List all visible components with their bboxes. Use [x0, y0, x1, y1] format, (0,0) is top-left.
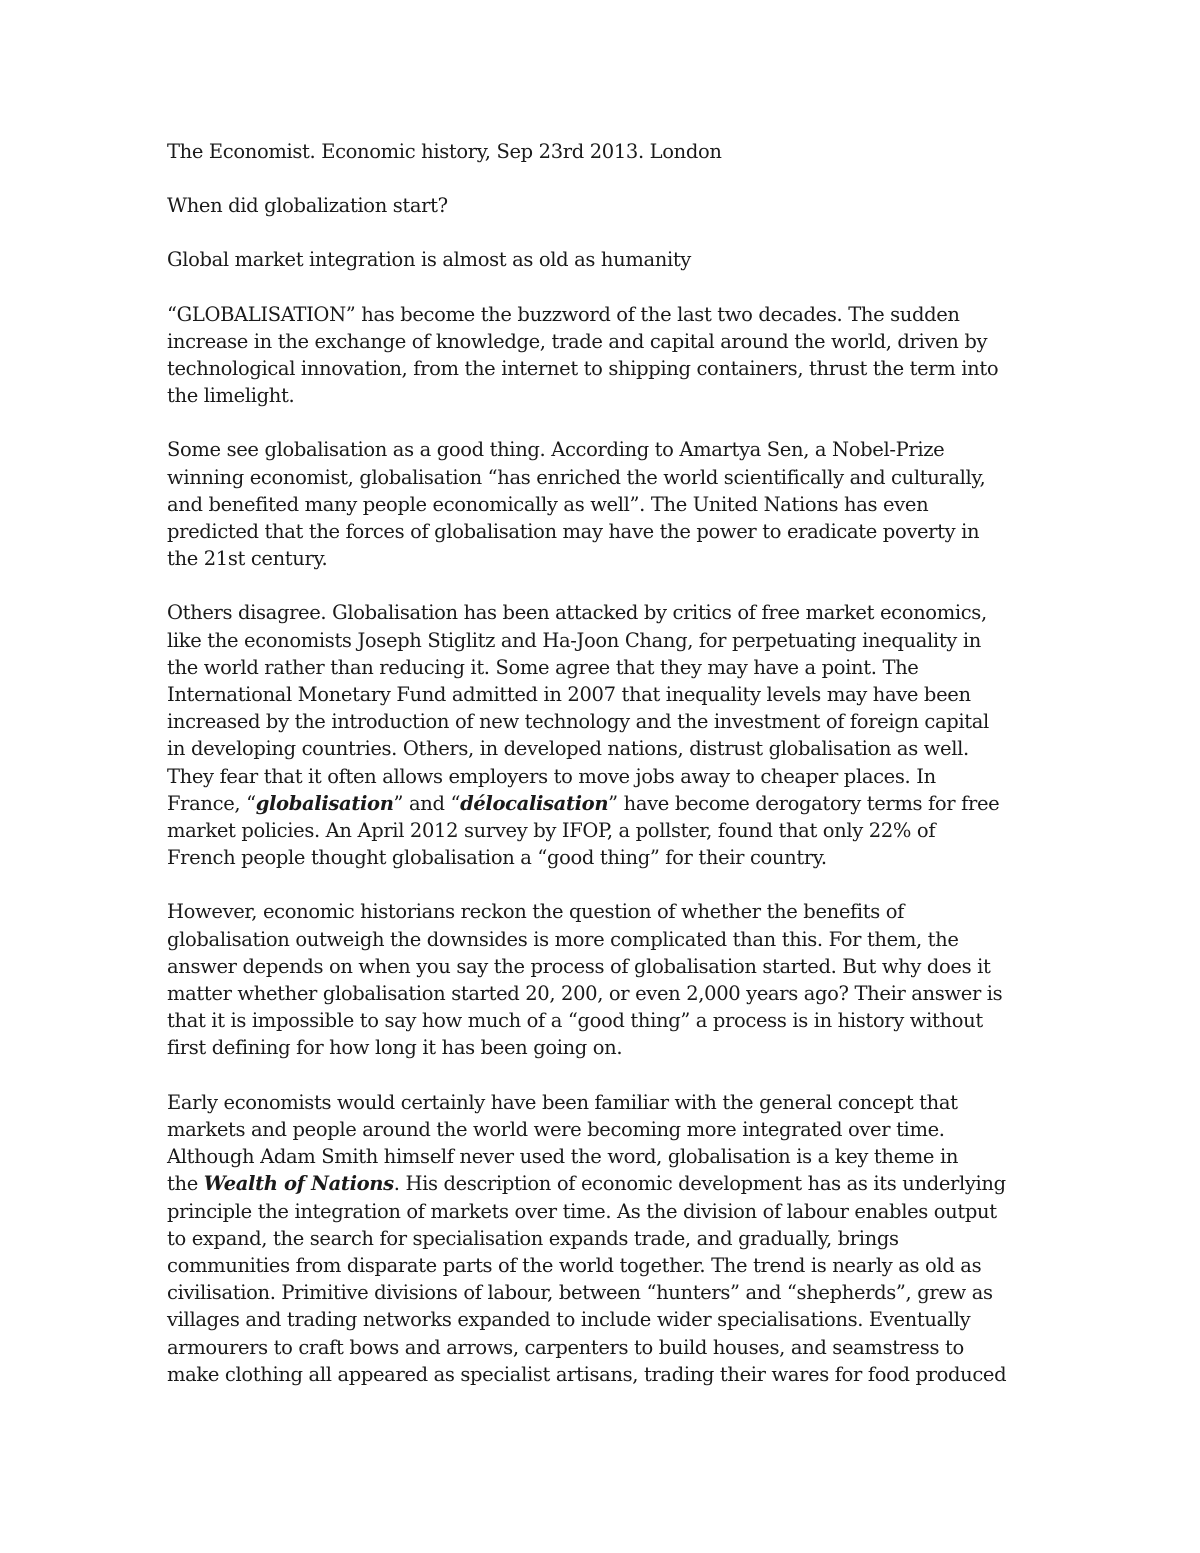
term-delocalisation: délocalisation — [460, 791, 609, 815]
paragraph-line: in developing countries. Others, in developed nations, distrust globalisation as well. — [167, 737, 969, 761]
paragraph-line-france — [167, 790, 1037, 817]
paragraph-line: Others disagree. Globalisation has been attacked by critics of free market economics, — [167, 601, 987, 625]
paragraph-line: civilisation. Primitive divisions of labour, between “hunters” and “shepherds”, grew as — [167, 1281, 993, 1305]
paragraph-line: to expand, the search for specialisation expands trade, and gradually, brings — [167, 1226, 899, 1250]
paragraph-line: make clothing all appeared as specialist artisans, trading their wares for food produced — [167, 1362, 1007, 1386]
paragraph-line: globalisation outweigh the downsides is more complicated than this. For them, the — [167, 927, 959, 951]
paragraph-3 — [167, 599, 1037, 871]
paragraph-line: predicted that the forces of globalisation may have the power to eradicate poverty in — [167, 520, 980, 544]
paragraph-line: the limelight. — [167, 384, 295, 408]
paragraph-line: the world rather than reducing it. Some agree that they may have a point. The — [167, 655, 919, 679]
paragraph-line: technological innovation, from the internet to shipping containers, thrust the term into — [167, 357, 999, 381]
paragraph-line: International Monetary Fund admitted in 2007 that inequality levels may have been — [167, 683, 971, 707]
paragraph-line: answer depends on when you say the process of globalisation started. But why does it — [167, 954, 991, 978]
paragraph-line: Although Adam Smith himself never used the word, globalisation is a key theme in — [167, 1145, 959, 1169]
paragraph-line: increase in the exchange of knowledge, trade and capital around the world, driven by — [167, 329, 988, 353]
subheadline: Global market integration is almost as old as humanity — [167, 248, 691, 272]
paragraph-line: principle the integration of markets over time. As the division of labour enables output — [167, 1199, 997, 1223]
paragraph-line: market policies. An April 2012 survey by IFOP, a pollster, found that only 22% of — [167, 819, 936, 843]
text-run: France, “ — [167, 791, 256, 815]
paragraph-line: French people thought globalisation a “good thing” for their country. — [167, 846, 827, 870]
term-globalisation: globalisation — [255, 791, 394, 815]
headline: When did globalization start? — [167, 194, 448, 218]
document-page — [167, 138, 1037, 1415]
text-run: . His description of economic development has as its underlying — [393, 1172, 1006, 1196]
paragraph-line: and benefited many people economically as well”. The United Nations has even — [167, 492, 929, 516]
paragraph-line: “GLOBALISATION” has become the buzzword of the last two decades. The sudden — [167, 302, 960, 326]
paragraph-line: matter whether globalisation started 20, 200, or even 2,000 years ago? Their answer is — [167, 982, 1003, 1006]
paragraph-line: the 21st century. — [167, 547, 328, 571]
paragraph-line: armourers to craft bows and arrows, carpenters to build houses, and seamstress to — [167, 1335, 964, 1359]
paragraph-line: like the economists Joseph Stiglitz and Ha-Joon Chang, for perpetuating inequality in — [167, 628, 981, 652]
paragraph-5 — [167, 1089, 1037, 1388]
paragraph-1 — [167, 301, 1037, 410]
paragraph-line: first defining for how long it has been going on. — [167, 1036, 623, 1060]
paragraph-line: winning economist, globalisation “has enriched the world scientifically and culturally, — [167, 465, 986, 489]
text-run: ” have become derogatory terms for free — [608, 791, 1000, 815]
paragraph-line: However, economic historians reckon the question of whether the benefits of — [167, 900, 905, 924]
paragraph-line: villages and trading networks expanded to include wider specialisations. Eventually — [167, 1308, 971, 1332]
text-run: ” and “ — [393, 791, 461, 815]
paragraph-line-wealth — [167, 1170, 1037, 1197]
paragraph-line: that it is impossible to say how much of a “good thing” a process is in history without — [167, 1009, 983, 1033]
book-title-wealth-of-nations: Wealth of Nations — [203, 1172, 394, 1196]
paragraph-line: They fear that it often allows employers to move jobs away to cheaper places. In — [167, 764, 936, 788]
paragraph-line: markets and people around the world were becoming more integrated over time. — [167, 1117, 945, 1141]
paragraph-line: Some see globalisation as a good thing. According to Amartya Sen, a Nobel-Prize — [167, 438, 945, 462]
paragraph-line: increased by the introduction of new technology and the investment of foreign capital — [167, 710, 989, 734]
text-run: the — [167, 1172, 204, 1196]
paragraph-line: communities from disparate parts of the world together. The trend is nearly as old as — [167, 1253, 982, 1277]
paragraph-2 — [167, 436, 1037, 572]
paragraph-4 — [167, 898, 1037, 1061]
paragraph-line: Early economists would certainly have been familiar with the general concept that — [167, 1090, 958, 1114]
source-line: The Economist. Economic history, Sep 23rd 2013. London — [167, 140, 722, 163]
